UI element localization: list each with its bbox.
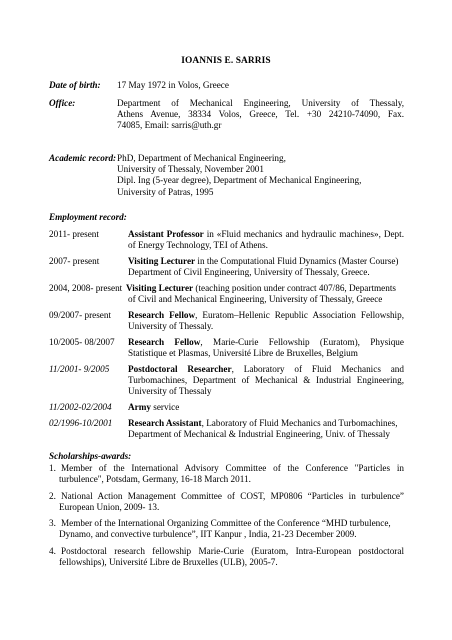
scholarship-item [49,518,404,542]
employment-text: (teaching position under contract 407/86, Departments [193,283,396,293]
employment-role: Visiting Lecturer [128,256,196,266]
office-row [49,98,404,134]
employment-desc [128,256,404,278]
scholarships-title: Scholarships-awards: [49,451,132,461]
scholarship-item [49,491,404,515]
office-value [117,98,404,132]
scholarship-text: turbulence", Potsdam, Germany, 16-18 March 2011. [59,474,251,485]
employment-text: Statistique et Plasmas, Université Libre de Bruxelles, Belgium [128,348,358,359]
scholarship-text: Member of the International Advisory Committee of the Conference "Particles in [61,463,404,473]
employment-date: 2011- present [49,229,99,239]
employment-desc [128,402,404,413]
office-line: Department of Mechanical Engineering, University of Thessaly, [117,98,404,108]
academic-line: PhD, Department of Mechanical Engineering, [117,153,286,163]
academic-line: Dipl. Ing (5-year degree), Department of Mechanical Engineering, [117,175,362,186]
academic-line: University of Thessaly, November 2001 [117,164,264,175]
employment-entry [49,402,404,415]
employment-entry [49,283,404,307]
scholarship-text: fellowships), Université Libre de Bruxelles (ULB), 2005-7. [59,557,278,568]
scholarship-text: Dynamo, and convective turbulence”, IIT Kanpur , India, 21-23 December 2009. [59,529,357,540]
employment-role: Army [128,402,151,412]
dob-row [49,80,404,92]
scholarship-text: Member of the International Organizing Committee of the Conference “MHD turbulence, [61,518,391,528]
employment-text: University of Thessaly. [128,321,214,332]
scholarship-text: European Union, 2009- 13. [59,502,160,513]
scholarship-number: 3. [49,518,56,528]
scholarship-text: Postdoctoral research fellowship Marie-Curie (Euratom, Intra-European postdoctoral [61,546,404,556]
employment-text: of Civil and Mechanical Engineering, University of Thessaly, Greece [128,294,383,305]
employment-date: 10/2005- 08/2007 [49,337,115,347]
dob-value: 17 May 1972 in Volos, Greece [117,80,229,90]
employment-text: , Laboratory of Fluid Mechanics and Turbomachines, [201,418,398,428]
office-line: 74085, Email: sarris@uth.gr [117,120,222,131]
employment-date: 11/2002-02/2004 [49,402,112,412]
employment-desc [128,364,404,398]
employment-date: 2004, 2008- present [49,283,123,293]
employment-role: Research Assistant [128,418,202,428]
employment-date: 2007- present [49,256,100,266]
employment-text: , Euratom–Hellenic Republic Association Fellowship, [195,310,404,320]
employment-desc [128,283,404,305]
employment-entry [49,310,404,334]
employment-entry [49,418,404,442]
office-label: Office: [49,98,76,108]
employment-title: Employment record: [49,212,127,222]
employment-role: Assistant Professor [128,229,204,239]
academic-row [49,153,404,199]
academic-label: Academic record: [49,153,117,163]
employment-text: , Laboratory of Fluid Mechanics and [231,364,404,374]
employment-desc [128,310,404,332]
employment-text: , Marie-Curie Fellowship (Euratom), Physique [200,337,404,347]
employment-role: Research Fellow [128,337,201,347]
employment-entry [49,337,404,361]
employment-text: Turbomachines, Department of Mechanical & Industrial Engineering, [128,375,404,386]
employment-entry [49,256,404,280]
employment-entry [49,364,404,399]
employment-text: Department of Civil Engineering, University of Thessaly, Greece. [128,267,370,278]
employment-desc [128,418,404,440]
employment-text: Department of Mechanical & Industrial Engineering, Univ. of Thessaly [128,429,391,440]
employment-text: University of Thessaly [128,386,212,397]
academic-value [117,153,404,198]
dob-label: Date of birth: [49,80,101,90]
cv-title: IOANNIS E. SARRIS [181,56,271,66]
employment-text: in the Computational Fluid Dynamics (Master Course) [195,256,399,266]
employment-role: Postdoctoral Researcher [128,364,232,374]
scholarship-item [49,463,404,487]
employment-desc [128,229,404,251]
employment-date: 09/2007- present [49,310,112,320]
scholarship-number: 4. [49,546,56,556]
office-line: Athens Avenue, 38334 Volos, Greece, Tel. +30 24210-74090, Fax. [117,109,404,120]
employment-text: of Energy Technology, TEI of Athens. [128,240,268,251]
scholarship-number: 1. [49,463,56,473]
employment-date: 02/1996-10/2001 [49,418,113,428]
employment-entry [49,229,404,253]
scholarship-number: 2. [49,491,56,501]
scholarship-item [49,546,404,570]
employment-role: Visiting Lecturer [126,283,194,293]
employment-text: in «Fluid mechanics and hydraulic machines», Dept. [203,229,404,239]
academic-line: University of Patras, 1995 [117,186,214,197]
scholarship-text: National Action Management Committee of COST, MP0806 “Particles in turbulence” [61,491,404,501]
employment-date: 11/2001- 9/2005 [49,364,110,374]
employment-text: service [150,402,180,412]
employment-desc [128,337,404,359]
employment-role: Research Fellow [128,310,196,320]
